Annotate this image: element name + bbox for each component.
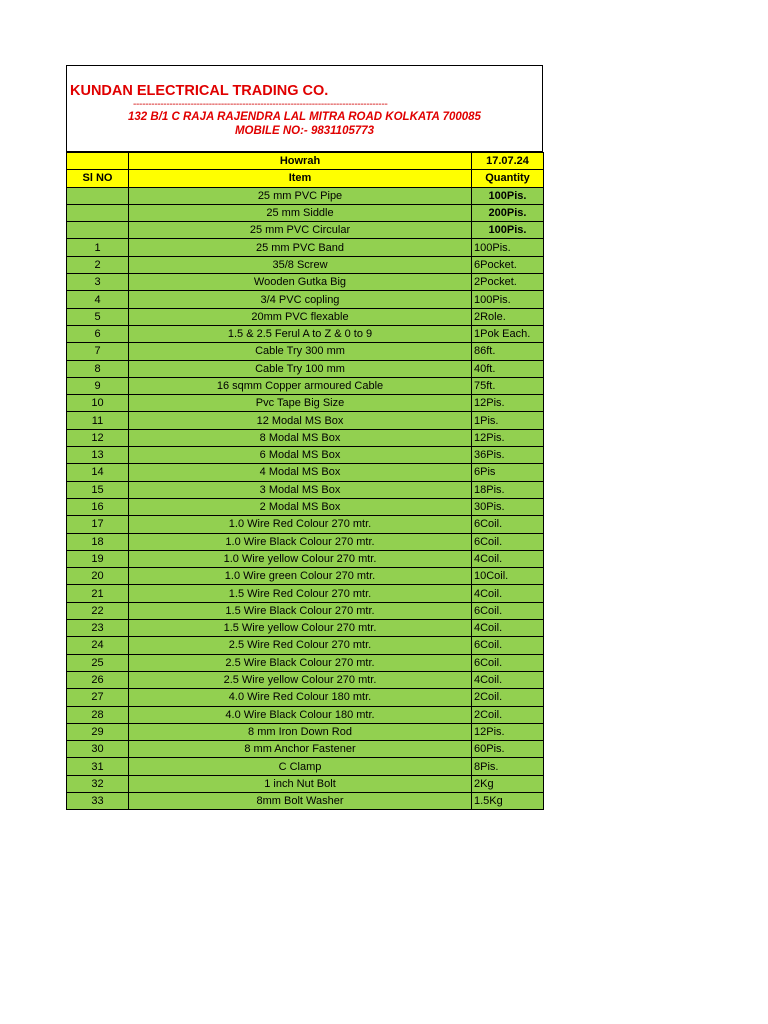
sl-cell: 25 — [67, 654, 129, 671]
quantity-cell: 75ft. — [472, 377, 544, 394]
sl-cell: 29 — [67, 723, 129, 740]
header-divider: ------------------------------------------------------------------------------------ — [133, 99, 388, 110]
item-cell: 1.5 Wire yellow Colour 270 mtr. — [129, 620, 472, 637]
item-cell: 1.5 & 2.5 Ferul A to Z & 0 to 9 — [129, 325, 472, 342]
info-row — [67, 153, 544, 170]
table-row — [67, 516, 544, 533]
sl-cell — [67, 204, 129, 221]
quantity-cell: 6Coil. — [472, 533, 544, 550]
table-row — [67, 481, 544, 498]
quantity-cell: 100Pis. — [472, 187, 544, 204]
sl-cell: 1 — [67, 239, 129, 256]
company-name: KUNDAN ELECTRICAL TRADING CO. — [70, 83, 329, 99]
item-cell: 12 Modal MS Box — [129, 412, 472, 429]
table-row — [67, 723, 544, 740]
sl-no-header: Sl NO — [67, 170, 129, 187]
company-mobile: MOBILE NO:- 9831105773 — [234, 125, 375, 137]
table-row — [67, 360, 544, 377]
location-cell: Howrah — [129, 153, 472, 170]
sl-cell: 26 — [67, 671, 129, 688]
item-cell: C Clamp — [129, 758, 472, 775]
quantity-cell: 6Coil. — [472, 516, 544, 533]
order-sheet — [66, 65, 543, 810]
item-header: Item — [129, 170, 472, 187]
company-address: 132 B/1 C RAJA RAJENDRA LAL MITRA ROAD KOLKATA 700085 — [128, 111, 481, 123]
table-row — [67, 689, 544, 706]
sl-cell: 27 — [67, 689, 129, 706]
item-cell: 25 mm PVC Pipe — [129, 187, 472, 204]
item-cell: 8 Modal MS Box — [129, 429, 472, 446]
sl-cell: 8 — [67, 360, 129, 377]
item-cell: 2.5 Wire Black Colour 270 mtr. — [129, 654, 472, 671]
item-cell: 2 Modal MS Box — [129, 498, 472, 515]
sl-cell — [67, 187, 129, 204]
item-cell: Cable Try 300 mm — [129, 343, 472, 360]
quantity-header: Quantity — [472, 170, 544, 187]
quantity-cell: 12Pis. — [472, 723, 544, 740]
item-cell: 4 Modal MS Box — [129, 464, 472, 481]
quantity-cell: 2Role. — [472, 308, 544, 325]
table-row — [67, 412, 544, 429]
table-row — [67, 256, 544, 273]
table-row — [67, 291, 544, 308]
quantity-cell: 2Pocket. — [472, 274, 544, 291]
sl-cell: 19 — [67, 550, 129, 567]
sl-cell: 11 — [67, 412, 129, 429]
item-cell: 1.0 Wire Red Colour 270 mtr. — [129, 516, 472, 533]
quantity-cell: 12Pis. — [472, 429, 544, 446]
item-cell: 1.0 Wire yellow Colour 270 mtr. — [129, 550, 472, 567]
date-cell: 17.07.24 — [472, 153, 544, 170]
sl-cell: 18 — [67, 533, 129, 550]
item-cell: 1 inch Nut Bolt — [129, 775, 472, 792]
sl-cell: 30 — [67, 741, 129, 758]
table-row — [67, 377, 544, 394]
table-row — [67, 187, 544, 204]
item-cell: 8 mm Iron Down Rod — [129, 723, 472, 740]
quantity-cell: 1.5Kg — [472, 792, 544, 809]
table-row — [67, 498, 544, 515]
item-cell: 25 mm PVC Circular — [129, 222, 472, 239]
sl-cell: 12 — [67, 429, 129, 446]
item-cell: 1.0 Wire green Colour 270 mtr. — [129, 568, 472, 585]
item-cell: 25 mm Siddle — [129, 204, 472, 221]
quantity-cell: 86ft. — [472, 343, 544, 360]
table-row — [67, 620, 544, 637]
table-row — [67, 325, 544, 342]
quantity-cell: 12Pis. — [472, 395, 544, 412]
table-row — [67, 533, 544, 550]
quantity-cell: 6Pis — [472, 464, 544, 481]
quantity-cell: 4Coil. — [472, 585, 544, 602]
item-cell: 2.5 Wire Red Colour 270 mtr. — [129, 637, 472, 654]
sl-cell: 10 — [67, 395, 129, 412]
table-row — [67, 775, 544, 792]
item-cell: 8mm Bolt Washer — [129, 792, 472, 809]
sl-cell: 33 — [67, 792, 129, 809]
quantity-cell: 6Pocket. — [472, 256, 544, 273]
quantity-cell: 6Coil. — [472, 602, 544, 619]
quantity-cell: 30Pis. — [472, 498, 544, 515]
table-row — [67, 308, 544, 325]
table-row — [67, 792, 544, 809]
sl-cell: 5 — [67, 308, 129, 325]
quantity-cell: 8Pis. — [472, 758, 544, 775]
quantity-cell: 10Coil. — [472, 568, 544, 585]
table-row — [67, 585, 544, 602]
quantity-cell: 40ft. — [472, 360, 544, 377]
sl-cell: 2 — [67, 256, 129, 273]
table-row — [67, 671, 544, 688]
quantity-cell: 4Coil. — [472, 671, 544, 688]
table-row — [67, 550, 544, 567]
table-row — [67, 395, 544, 412]
quantity-cell: 2Kg — [472, 775, 544, 792]
quantity-cell: 2Coil. — [472, 706, 544, 723]
sl-cell: 24 — [67, 637, 129, 654]
item-cell: 25 mm PVC Band — [129, 239, 472, 256]
sl-cell: 21 — [67, 585, 129, 602]
quantity-cell: 18Pis. — [472, 481, 544, 498]
item-cell: 3 Modal MS Box — [129, 481, 472, 498]
table-row — [67, 274, 544, 291]
table-row — [67, 602, 544, 619]
quantity-cell: 100Pis. — [472, 222, 544, 239]
table-row — [67, 204, 544, 221]
sl-cell: 14 — [67, 464, 129, 481]
column-header-row — [67, 170, 544, 187]
sl-cell: 32 — [67, 775, 129, 792]
sl-cell: 22 — [67, 602, 129, 619]
table-row — [67, 464, 544, 481]
sl-cell: 4 — [67, 291, 129, 308]
quantity-cell: 200Pis. — [472, 204, 544, 221]
table-row — [67, 706, 544, 723]
table-row — [67, 568, 544, 585]
table-row — [67, 637, 544, 654]
item-cell: 8 mm Anchor Fastener — [129, 741, 472, 758]
table-row — [67, 741, 544, 758]
sl-cell: 31 — [67, 758, 129, 775]
item-cell: Cable Try 100 mm — [129, 360, 472, 377]
item-cell: 3/4 PVC copling — [129, 291, 472, 308]
item-cell: 4.0 Wire Black Colour 180 mtr. — [129, 706, 472, 723]
item-cell: 6 Modal MS Box — [129, 447, 472, 464]
item-cell: 1.0 Wire Black Colour 270 mtr. — [129, 533, 472, 550]
quantity-cell: 1Pok Each. — [472, 325, 544, 342]
item-cell: 1.5 Wire Black Colour 270 mtr. — [129, 602, 472, 619]
item-cell: 20mm PVC flexable — [129, 308, 472, 325]
item-cell: 2.5 Wire yellow Colour 270 mtr. — [129, 671, 472, 688]
quantity-cell: 100Pis. — [472, 291, 544, 308]
table-row — [67, 239, 544, 256]
quantity-cell: 6Coil. — [472, 637, 544, 654]
table-row — [67, 758, 544, 775]
table-row — [67, 222, 544, 239]
letterhead — [66, 65, 543, 152]
quantity-cell: 2Coil. — [472, 689, 544, 706]
table-row — [67, 654, 544, 671]
quantity-cell: 4Coil. — [472, 550, 544, 567]
sl-cell — [67, 222, 129, 239]
sl-cell: 20 — [67, 568, 129, 585]
sl-cell: 6 — [67, 325, 129, 342]
sl-cell: 16 — [67, 498, 129, 515]
table-row — [67, 343, 544, 360]
items-table — [66, 152, 544, 810]
quantity-cell: 4Coil. — [472, 620, 544, 637]
sl-cell: 17 — [67, 516, 129, 533]
item-cell: 16 sqmm Copper armoured Cable — [129, 377, 472, 394]
item-cell: Pvc Tape Big Size — [129, 395, 472, 412]
sl-cell: 23 — [67, 620, 129, 637]
quantity-cell: 100Pis. — [472, 239, 544, 256]
sl-cell: 15 — [67, 481, 129, 498]
sl-cell: 9 — [67, 377, 129, 394]
quantity-cell: 36Pis. — [472, 447, 544, 464]
item-cell: Wooden Gutka Big — [129, 274, 472, 291]
quantity-cell: 60Pis. — [472, 741, 544, 758]
item-cell: 1.5 Wire Red Colour 270 mtr. — [129, 585, 472, 602]
table-row — [67, 429, 544, 446]
sl-cell: 7 — [67, 343, 129, 360]
item-cell: 4.0 Wire Red Colour 180 mtr. — [129, 689, 472, 706]
quantity-cell: 1Pis. — [472, 412, 544, 429]
sl-cell: 3 — [67, 274, 129, 291]
item-cell: 35/8 Screw — [129, 256, 472, 273]
quantity-cell: 6Coil. — [472, 654, 544, 671]
table-row — [67, 447, 544, 464]
sl-cell: 13 — [67, 447, 129, 464]
info-blank-cell — [67, 153, 129, 170]
sl-cell: 28 — [67, 706, 129, 723]
